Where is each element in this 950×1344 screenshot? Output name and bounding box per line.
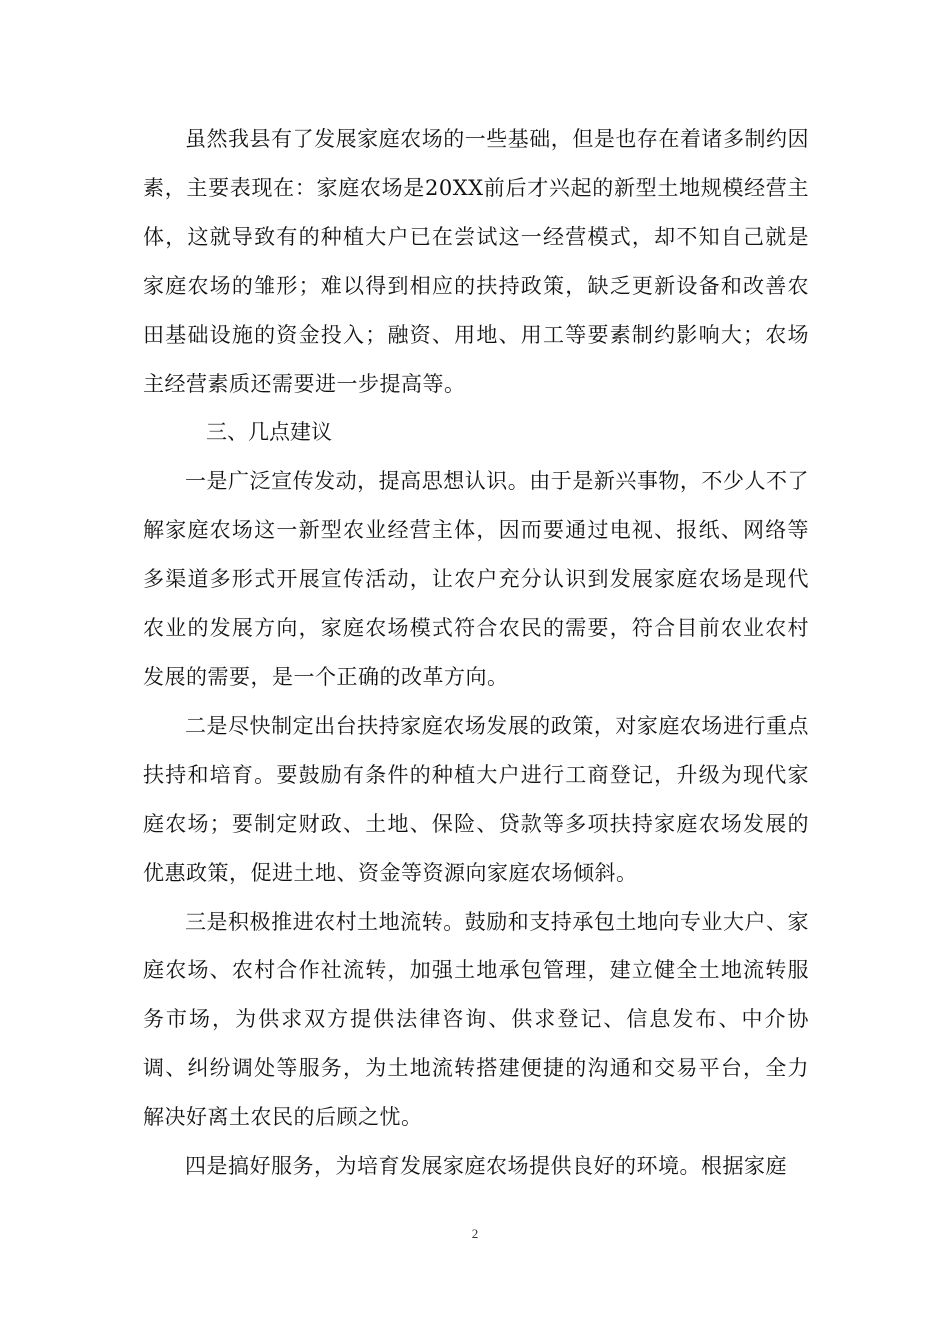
paragraph-suggestion-2: 二是尽快制定出台扶持家庭农场发展的政策，对家庭农场进行重点扶持和培育。要鼓励有条件的种植大户进行工商登记，升级为现代家庭农场；要制定财政、土地、保险、贷款等多项扶持家庭农场发展的优惠政策，促进土地、资金等资源向家庭农场倾斜。	[143, 713, 809, 885]
paragraph-constraints: 虽然我县有了发展家庭农场的一些基础，但是也存在着诸多制约因素，主要表现在：家庭农场是20XX前后才兴起的新型土地规模经营主体，这就导致有的种植大户已在尝试这一经营模式，却不知自己就是家庭农场的雏形；难以得到相应的扶持政策，缺乏更新设备和改善农田基础设施的资金投入；融资、用地、用工等要素制约影响大；农场主经营素质还需要进一步提高等。	[143, 127, 809, 396]
paragraph-suggestion-4: 四是搞好服务，为培育发展家庭农场提供良好的环境。根据家庭	[185, 1154, 787, 1179]
page-number: 2	[471, 1226, 479, 1241]
document-body	[143, 115, 809, 1191]
paragraph-suggestion-3: 三是积极推进农村土地流转。鼓励和支持承包土地向专业大户、家庭农场、农村合作社流转，加强土地承包管理，建立健全土地流转服务市场，为供求双方提供法律咨询、供求登记、信息发布、中介协调、纠纷调处等服务，为土地流转搭建便捷的沟通和交易平台，全力解决好离土农民的后顾之忧。	[143, 909, 809, 1130]
section-heading-suggestions: 三、几点建议	[206, 420, 332, 445]
paragraph-suggestion-1: 一是广泛宣传发动，提高思想认识。由于是新兴事物，不少人不了解家庭农场这一新型农业经营主体，因而要通过电视、报纸、网络等多渠道多形式开展宣传活动，让农户充分认识到发展家庭农场是现代农业的发展方向，家庭农场模式符合农民的需要，符合目前农业农村发展的需要，是一个正确的改革方向。	[143, 469, 809, 689]
